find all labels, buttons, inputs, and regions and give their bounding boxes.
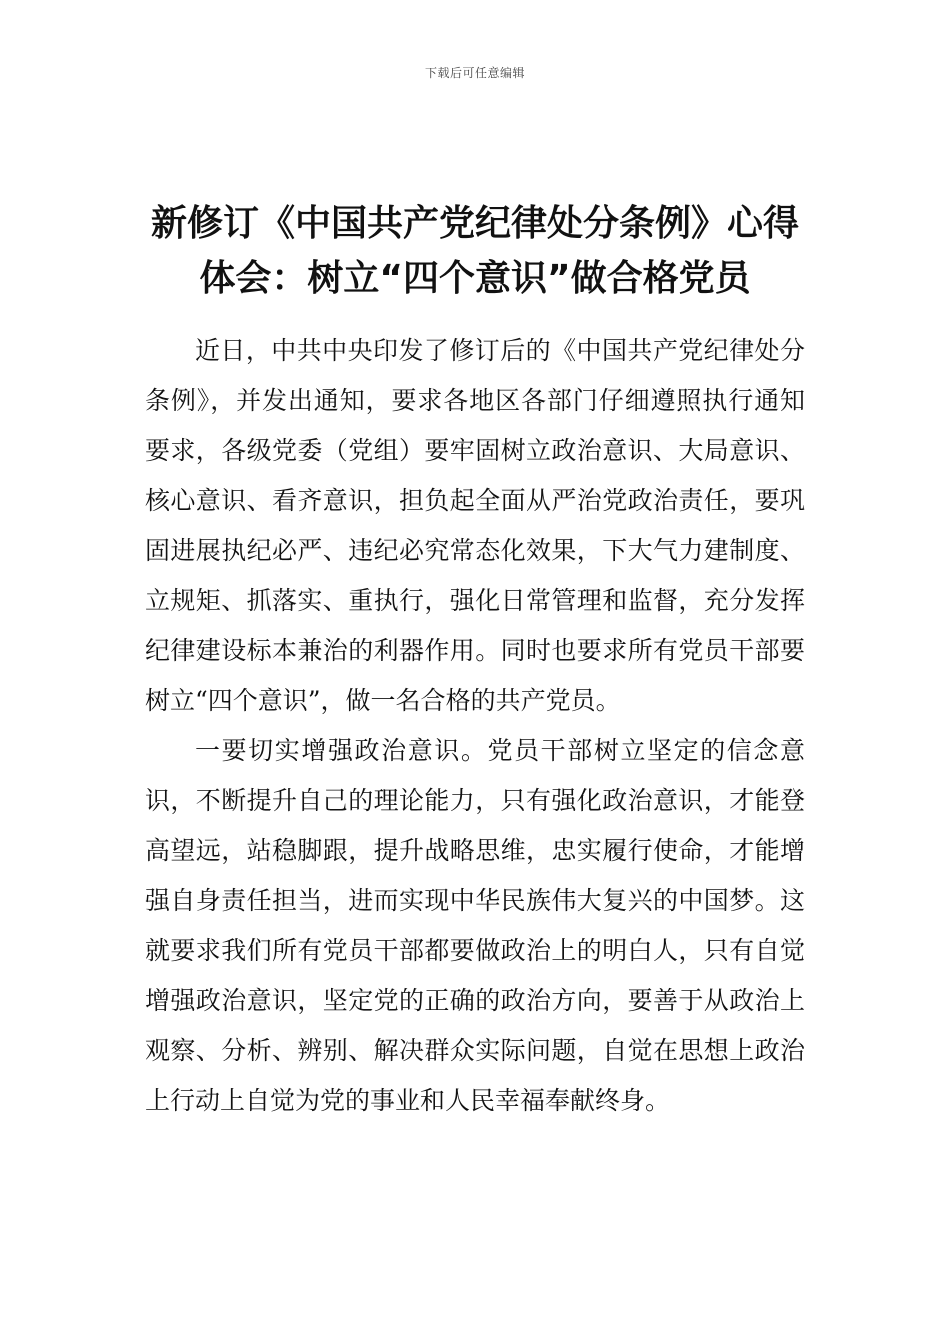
title-line-1: 新修订《中国共产党纪律处分条例》心得 [150,203,799,245]
body-paragraph: 近日，中共中央印发了修订后的《中国共产党纪律处分条例》，并发出通知，要求各地区各部门仔细遵照执行通知要求，各级党委（党组）要牢固树立政治意识、大局意识、核心意识、看齐意识，担负起全面从严治党政治责任，要巩固进展执纪必严、违纪必究常态化效果，下大气力建制度、立规矩、抓落实、重执行，强化日常管理和监督，充分发挥纪律建设标本兼治的利器作用。同时也要求所有党员干部要树立“四个意识”，做一名合格的共产党员。 [145,336,805,715]
header-note: 下载后可任意编辑 [424,66,525,80]
document-body [145,326,805,1126]
document-title [120,196,830,306]
body-paragraph: 一要切实增强政治意识。党员干部树立坚定的信念意识，不断提升自己的理论能力，只有强化政治意识，才能登高望远，站稳脚跟，提升战略思维，忠实履行使命，才能增强自身责任担当，进而实现中华民族伟大复兴的中国梦。这就要求我们所有党员干部都要做政治上的明白人，只有自觉增强政治意识，坚定党的正确的政治方向，要善于从政治上观察、分析、辨别、解决群众实际问题，自觉在思想上政治上行动上自觉为党的事业和人民幸福奉献终身。 [145,736,805,1115]
title-line-2: 体会：树立“四个意识”做合格党员 [199,258,751,300]
